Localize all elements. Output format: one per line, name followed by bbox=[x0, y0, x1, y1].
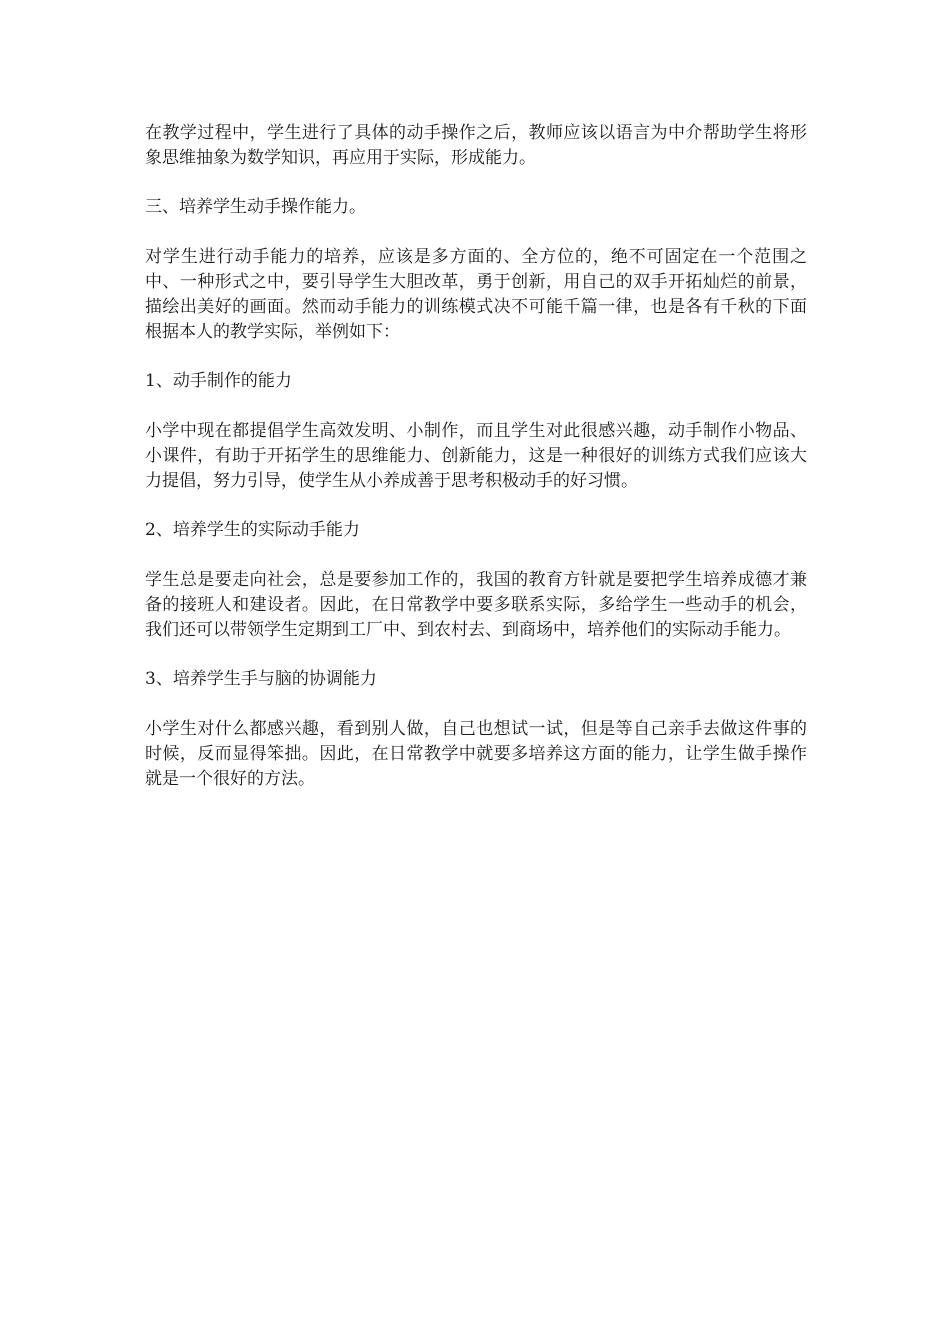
section-heading: 三、培养学生动手操作能力。 bbox=[145, 197, 366, 217]
subsection-heading: 3、培养学生手与脑的协调能力 bbox=[145, 669, 377, 689]
body-paragraph: 在教学过程中，学生进行了具体的动手操作之后，教师应该以语言为中介帮助学生将形象思维抽象为数学知识，再应用于实际，形成能力。 bbox=[145, 123, 807, 168]
body-paragraph: 小学中现在都提倡学生高效发明、小制作，而且学生对此很感兴趣，动手制作小物品、小课件，有助于开拓学生的思维能力、创新能力，这是一种很好的训练方式我们应该大力提倡，努力引导，使学生从小养成善于思考积极动手的好习惯。 bbox=[145, 421, 807, 491]
subsection-heading: 1、动手制作的能力 bbox=[145, 371, 292, 391]
body-paragraph: 对学生进行动手能力的培养，应该是多方面的、全方位的，绝不可固定在一个范围之中、一种形式之中，要引导学生大胆改革，勇于创新，用自己的双手开拓灿烂的前景，描绘出美好的画面。然而动手能力的训练模式决不可能千篇一律，也是各有千秋的下面根据本人的教学实际，举例如下： bbox=[145, 247, 807, 342]
document-body bbox=[145, 121, 807, 816]
body-paragraph: 小学生对什么都感兴趣，看到别人做，自己也想试一试，但是等自己亲手去做这件事的时候，反而显得笨拙。因此，在日常教学中就要多培养这方面的能力，让学生做手操作就是一个很好的方法。 bbox=[145, 719, 807, 789]
body-paragraph: 学生总是要走向社会，总是要参加工作的，我国的教育方针就是要把学生培养成德才兼备的接班人和建设者。因此，在日常教学中要多联系实际，多给学生一些动手的机会，我们还可以带领学生定期到工厂中、到农村去、到商场中，培养他们的实际动手能力。 bbox=[145, 570, 807, 640]
subsection-heading: 2、培养学生的实际动手能力 bbox=[145, 520, 360, 540]
